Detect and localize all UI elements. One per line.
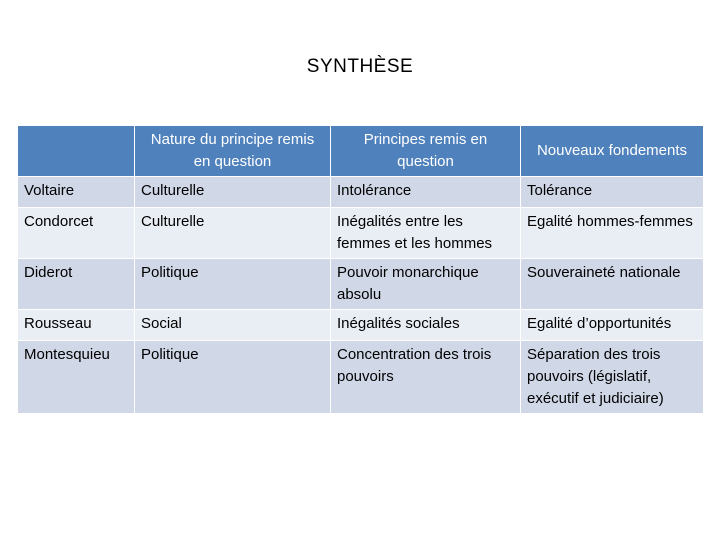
philosopher-cell: Diderot — [18, 259, 135, 310]
table-row — [18, 310, 704, 341]
synthesis-table — [17, 125, 704, 414]
principle-cell: Pouvoir monarchique absolu — [331, 259, 521, 310]
nature-cell: Social — [135, 310, 331, 341]
header-cell-empty — [18, 126, 135, 177]
principle-cell: Concentration des trois pouvoirs — [331, 341, 521, 414]
philosopher-cell: Montesquieu — [18, 341, 135, 414]
foundation-cell: Séparation des trois pouvoirs (législatif, exécutif et judiciaire) — [521, 341, 704, 414]
table-header-row — [18, 126, 704, 177]
principle-cell: Inégalités entre les femmes et les hommes — [331, 208, 521, 259]
table-row — [18, 259, 704, 310]
table-row — [18, 208, 704, 259]
foundation-cell: Egalité hommes-femmes — [521, 208, 704, 259]
principle-cell: Intolérance — [331, 177, 521, 208]
foundation-cell: Souveraineté nationale — [521, 259, 704, 310]
nature-cell: Politique — [135, 341, 331, 414]
nature-cell: Culturelle — [135, 208, 331, 259]
header-cell-nature: Nature du principe remis en question — [135, 126, 331, 177]
nature-cell: Culturelle — [135, 177, 331, 208]
page-title: SYNTHÈSE — [306, 56, 414, 77]
principle-cell: Inégalités sociales — [331, 310, 521, 341]
foundation-cell: Tolérance — [521, 177, 704, 208]
header-cell-principles: Principes remis en question — [331, 126, 521, 177]
header-cell-foundations: Nouveaux fondements — [521, 126, 704, 177]
foundation-cell: Egalité d’opportunités — [521, 310, 704, 341]
table-row — [18, 341, 704, 414]
philosopher-cell: Voltaire — [18, 177, 135, 208]
philosopher-cell: Rousseau — [18, 310, 135, 341]
table-row — [18, 177, 704, 208]
philosopher-cell: Condorcet — [18, 208, 135, 259]
nature-cell: Politique — [135, 259, 331, 310]
